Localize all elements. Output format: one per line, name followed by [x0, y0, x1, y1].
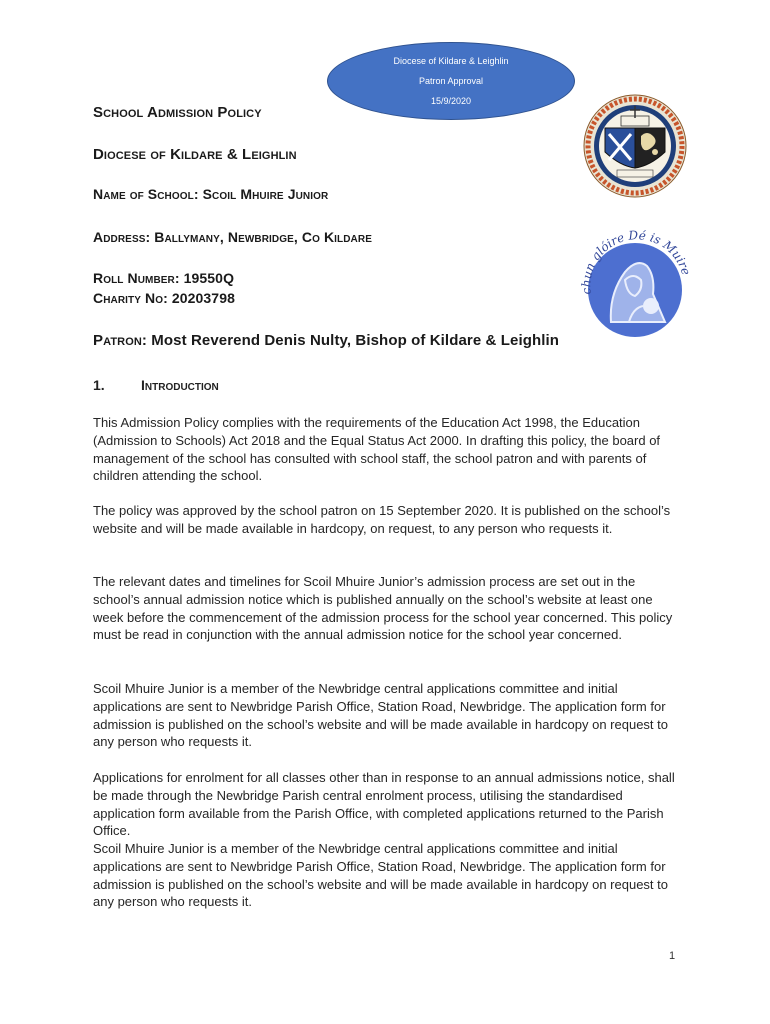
- school-name-value: Scoil Mhuire Junior: [202, 186, 329, 202]
- seal-motto: chun glóire Dé is Muire: [579, 228, 694, 296]
- section-title: Introduction: [141, 377, 219, 393]
- charity-number-label: Charity No:: [93, 290, 168, 306]
- patron-label: Patron:: [93, 332, 147, 349]
- paragraph-enrolment-process: Applications for enrolment for all classes other than in response to an annual admissions notice, shall be made through the Newbridge Parish central enrolment process, utilising the standardised application form available from the Parish Office, with completed applications returned to the Parish Office.: [93, 770, 675, 839]
- oval-line-approval: Patron Approval: [418, 76, 484, 86]
- paragraph-central-applications: Scoil Mhuire Junior is a member of the Newbridge central applications committee and initial applications are sent to Newbridge Parish Office, Station Road, Newbridge. The application form for admission is published on the school’s website and will be made available in hardcopy on request to any person who requests it.: [93, 681, 668, 750]
- oval-line-date: 15/9/2020: [430, 96, 472, 106]
- section-number: 1.: [93, 377, 105, 393]
- school-name-label: Name of School:: [93, 186, 199, 202]
- paragraph-dates-timelines: The relevant dates and timelines for Scoil Mhuire Junior’s admission process are set out in the school’s annual admission notice which is published annually on the school’s website at least one week before the commencement of the admission process for the school year concerned. This policy must be read in conjunction with the annual admission notice for the school year concerned.: [93, 574, 673, 643]
- paragraph-central-applications-repeat: Scoil Mhuire Junior is a member of the Newbridge central applications committee and initial applications are sent to Newbridge Parish Office, Station Road, Newbridge. The application form for admission is published on the school’s website and will be made available in hardcopy on request to any person who requests it.: [93, 841, 668, 910]
- diocese-heading: Diocese of Kildare & Leighlin: [93, 146, 297, 163]
- roll-number-label: Roll Number:: [93, 270, 180, 286]
- charity-number-line: [93, 290, 235, 306]
- address-line: [93, 229, 372, 245]
- patron-approval-oval: [327, 42, 575, 120]
- patron-line: [93, 332, 559, 349]
- roll-number-line: [93, 270, 234, 286]
- charity-number-value: 20203798: [171, 290, 235, 306]
- roll-number-value: 19550Q: [183, 270, 235, 286]
- address-label: Address:: [93, 229, 151, 245]
- school-name-line: [93, 186, 328, 202]
- document-title: School Admission Policy: [93, 104, 262, 121]
- oval-line-diocese: Diocese of Kildare & Leighlin: [393, 56, 509, 66]
- paragraph-policy-compliance: This Admission Policy complies with the requirements of the Education Act 1998, the Education (Admission to Schools) Act 2018 and the Equal Status Act 2000. In drafting this policy, the board of management of the school has consulted with school staff, the school patron and with parents of children attending the school.: [93, 415, 661, 484]
- page-number: 1: [669, 950, 676, 962]
- section-heading-introduction: [93, 377, 219, 393]
- diocese-crest-logo: [583, 94, 687, 198]
- paragraph-approval: The policy was approved by the school patron on 15 September 2020. It is published on the school’s website and will be made available in hardcopy, on request, to any person who requests it.: [93, 503, 671, 536]
- patron-value: Most Reverend Denis Nulty, Bishop of Kildare & Leighlin: [151, 332, 560, 349]
- address-value: Ballymany, Newbridge, Co Kildare: [154, 229, 372, 245]
- school-seal-logo: [573, 224, 697, 348]
